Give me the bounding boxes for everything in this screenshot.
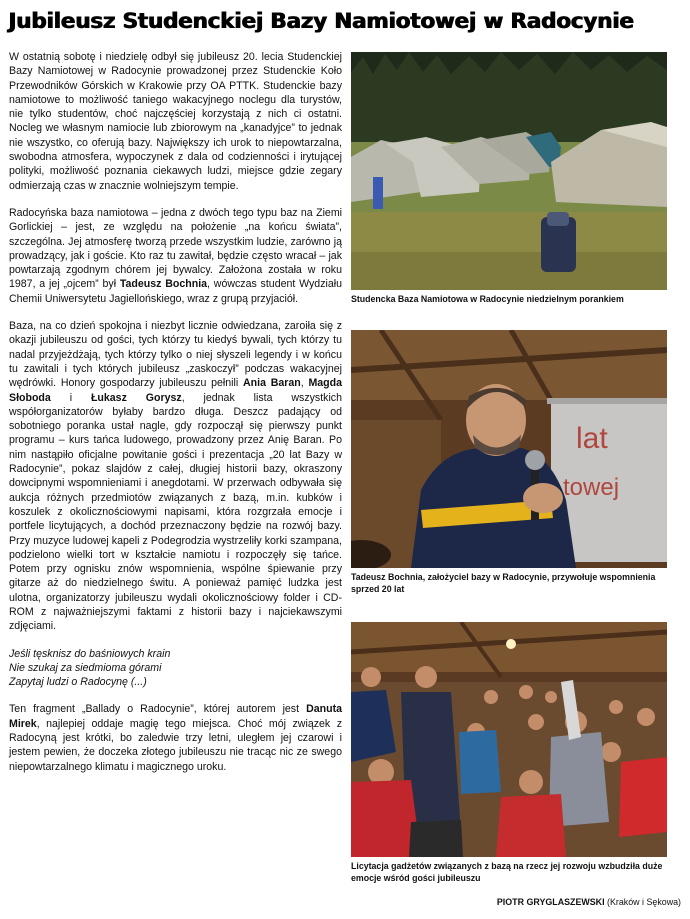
photo-caption-camp: Studencka Baza Namiotowa w Radocynie niedzielnym porankiem <box>351 294 624 304</box>
photo-auction-crowd <box>351 622 667 857</box>
photo-caption-auction: Licytacja gadżetów związanych z bazą na rzecz jej rozwoju wzbudziła duże emocje wśród gości jubileuszu <box>351 861 663 883</box>
banner-text-lat: lat <box>576 422 608 455</box>
author-credit: PIOTR GRYGLASZEWSKI (Kraków i Sękowa) <box>496 897 681 907</box>
article-body <box>9 50 342 787</box>
photo-tent-camp <box>351 52 667 290</box>
paragraph-intro: W ostatnią sobotę i niedzielę odbył się jubileusz 20. lecia Studenckiej Bazy Namiotowej w Radocynie prowadzonej przez Studenckie Koło Przewodników Górskich w Krakowie przy OA PTTK. Studenckie bazy namiotowe to możliwość taniego wakacyjnego noclegu dla turystów, nie tylko studentów, choć najczęściej korzystają z nich ci ostatni. Nocleg we własnym namiocie lub zbiorowym na „kanadyjce” to jednak nie wszystko, co oferują bazy. Największy ich urok to niepowtarzalna, swobodna atmosfera, wypoczynek z dala od codzienności i irytującej polityki, możliwość poznania ciekawych ludzi, miejsce gdzie zegary odmierzają czas w znacznie wolniejszym tempie. <box>9 51 342 192</box>
photo-founder-speaking <box>351 330 667 568</box>
banner-text-towej: towej <box>563 474 620 501</box>
paragraph-event: Baza, na co dzień spokojna i niezbyt licznie odwiedzana, zaroiła się z okazji jubileuszu od gości, tych którzy tu kiedyś bywali, tych którzy tu nadal przyjeżdżają, tych którzy tylko o niej słyszeli legendy i w końcu tu zawitali i tych których jubileusz „zaskoczył” podczas wakacyjnej wędrówki. Honory gospodarzy jubileuszu pełnili Ania Baran, Magda Słoboda i Łukasz Gorysz, jednak lista wszystkich współorganizatorów byłaby bardzo długa. Deszcz padający od sobotniego poranka ustał nagle, gdy rozpoczął się pierwszy punkt programu – kurs tańca ludowego, prowadzony przez Anię Baran. Po nim nastąpiło oficjalne powitanie gości i prezentacja „20 lat Bazy w Radocynie”, pokaz slajdów z całej, długiej historii bazy, okraszony dowcipnymi wspomnieniami i anegdotami. W przerwach odbywała się aukcja różnych przedmiotów związanych z bazą, m.in. kubków i koszulek z okolicznościowymi napisami, która rozgrzała emocje i portfele licytujących, a dochód przeznaczony będzie na rozwój bazy. Przy muzyce ludowej kapeli z Podegrodzia wystrzeliły korki szampana, podzielono wielki tort w kształcie namiotu i rozpoczęły się tańce. Potem przy ognisku znów wspomnienia, wspólne śpiewanie przy gitarze aż do niedzielnego świtu. A ponieważ pamięć ludzka jest ulotna, organizatorzy jubileuszu wydali okolicznościowy folder i CD-ROM z najważniejszymi faktami z historii bazy i najciekawszymi zdjęciami. <box>9 320 343 633</box>
founder-name: Tadeusz Bochnia <box>119 278 208 291</box>
poem-quote: Jeśli tęsknisz do baśniowych krain Nie szukaj za siedmioma górami Zapytaj ludzi o Radocynę (...) <box>9 647 171 689</box>
paragraph-closing: Ten fragment „Ballady o Radocynie”, której autorem jest Danuta Mirek, najlepiej oddaje magię tego miejsca. Choć mój związek z Radocyną jest krótki, bo zaledwie trzy letni, uległem jej czarowi i jestem pewien, że doczeka złotego jubileuszu nie tracąc nic ze swego niepowtarzalnego klimatu i magicznego uroku. <box>9 703 342 773</box>
article-title: Jubileusz Studenckiej Bazy Namiotowej w Radocynie <box>8 9 634 34</box>
photo-caption-founder: Tadeusz Bochnia, założyciel bazy w Radocynie, przywołuje wspomnienia sprzed 20 lat <box>351 572 656 594</box>
poet-name: Danuta Mirek <box>9 703 342 730</box>
paragraph-history: Radocyńska baza namiotowa – jedna z dwóch tego typu baz na Ziemi Gorlickiej – jest, ze względu na położenie „na końcu świata”, szczególna. Jej atmosferę tworzą przede wszystkim ludzie, zarówno ją prowadzący, jak i goście. Kto raz tu zawitał, będzie często wracał – jak powtarzają zgodnym chórem jej bywalcy. Założona została w roku 1987, a jej „ojcem” był Tadeusz Bochnia, wówczas student Wydziału Chemii Uniwersytetu Jagiellońskiego, wraz z grupą przyjaciół. <box>9 206 342 305</box>
